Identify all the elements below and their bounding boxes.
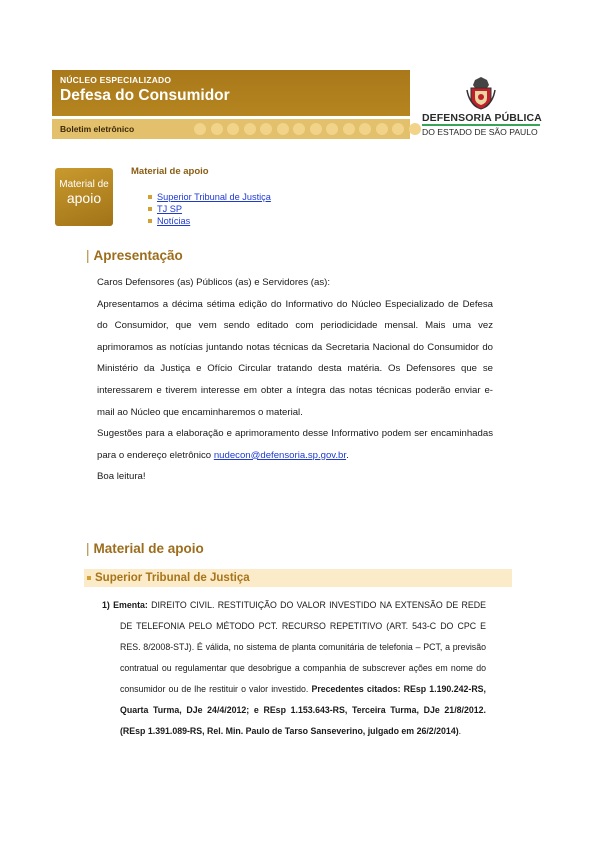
list-item [148,203,271,215]
dot-icon [194,123,206,135]
logo-rule [422,124,540,126]
list-item [148,215,271,227]
ementa-item-1 [102,595,486,742]
ementa-number: 1) [102,600,114,610]
paragraph-2 [97,423,493,466]
ementa-label: Ementa: [113,600,148,610]
dot-icon [277,123,289,135]
email-link[interactable]: nudecon@defensoria.sp.gov.br [213,449,347,461]
banner-title-block [52,70,410,116]
apoio-index-heading: Material de apoio [131,166,209,177]
apresentacao-heading-text: Apresentação [93,248,183,263]
header-banner [52,70,410,140]
bullet-icon [148,195,152,199]
dot-icon [326,123,338,135]
link-noticias[interactable]: Notícias [157,216,191,226]
closing: Boa leitura! [97,471,146,483]
tile-line-2: apoio [66,190,102,206]
stj-subsection-title: Superior Tribunal de Justiça [95,572,250,584]
banner-bottom-label: Boletim eletrônico [60,124,135,134]
paragraph-1: Apresentamos a décima sétima edição do Informativo do Núcleo Especializado de Defesa do Consumidor, que vem sendo editado com periodicidade mensal. Mais uma vez aprimoramos as notícias juntando notas técnicas da Secretaria Nacional do Consumidor do Ministério da Justiça e Ofício Circular tratando desta matéria. Os Defensores que se interessarem e tiverem interesse em obter a íntegra das notas técnicas poderão enviar e-mail ao Núcleo que encaminharemos o material. [97,298,493,418]
apresentacao-body [97,272,493,488]
material-heading [86,541,204,556]
paragraph-2-end: . [346,449,349,461]
logo-subtitle: DO ESTADO DE SÃO PAULO [422,127,538,137]
ementa-paragraph [102,595,486,742]
material-de-apoio-tile [55,168,113,226]
bullet-icon [87,576,91,580]
coat-of-arms-icon [465,76,497,110]
logo-title: DEFENSORIA PÚBLICA [422,112,542,124]
dot-icon [409,123,421,135]
list-item [148,191,271,203]
dot-icon [293,123,305,135]
decorative-dots [194,123,421,135]
heading-bar: | [86,541,90,556]
dot-icon [211,123,223,135]
ementa-precedents: Precedentes citados: REsp 1.190.242-RS, Quarta Turma, DJe 24/4/2012; e REsp 1.153.643-RS, Terceira Turma, DJe 21/8/2012. (REsp 1.391.089-RS, Rel. Min. Paulo de Tarso Sanseverino, julgado em 26/2/2014) [120,684,486,736]
dot-icon [260,123,272,135]
banner-title: Defesa do Consumidor [60,87,230,104]
tile-line-1: Material de [59,179,109,190]
banner-bottom-strip [52,119,410,139]
link-stj[interactable]: Superior Tribunal de Justiça [157,192,271,202]
dot-icon [343,123,355,135]
dot-icon [359,123,371,135]
dot-icon [244,123,256,135]
greeting: Caros Defensores (as) Públicos (as) e Servidores (as): [97,277,330,288]
dot-icon [227,123,239,135]
dot-icon [392,123,404,135]
ementa-end: . [458,726,462,736]
material-heading-text: Material de apoio [93,541,204,556]
ementa-text: DIREITO CIVIL. RESTITUIÇÃO DO VALOR INVESTIDO NA EXTENSÃO DE REDE DE TELEFONIA PELO MÉTODO PCT. RECURSO REPETITIVO (ART. 543-C DO CPC E RES. 8/2008-STJ). É válida, no sistema de planta comunitária de telefonia – PCT, a previsão contratual ou regulamentar que desobrigue a companhia de subscrever ações em nome do consumidor ou de lhe restituir o valor investido. [120,600,486,694]
heading-bar: | [86,248,90,263]
apoio-link-list [148,191,271,227]
link-tjsp[interactable]: TJ SP [157,204,183,214]
stj-subsection-bar [84,569,512,587]
apresentacao-heading [86,248,183,263]
paragraph-2-text: Sugestões para a elaboração e aprimoramento desse Informativo podem ser encaminhadas para o endereço eletrônico [97,428,493,461]
dot-icon [376,123,388,135]
bullet-icon [148,219,152,223]
defensoria-logo [420,76,550,138]
banner-subtitle: NÚCLEO ESPECIALIZADO [60,75,172,85]
dot-icon [310,123,322,135]
bullet-icon [148,207,152,211]
